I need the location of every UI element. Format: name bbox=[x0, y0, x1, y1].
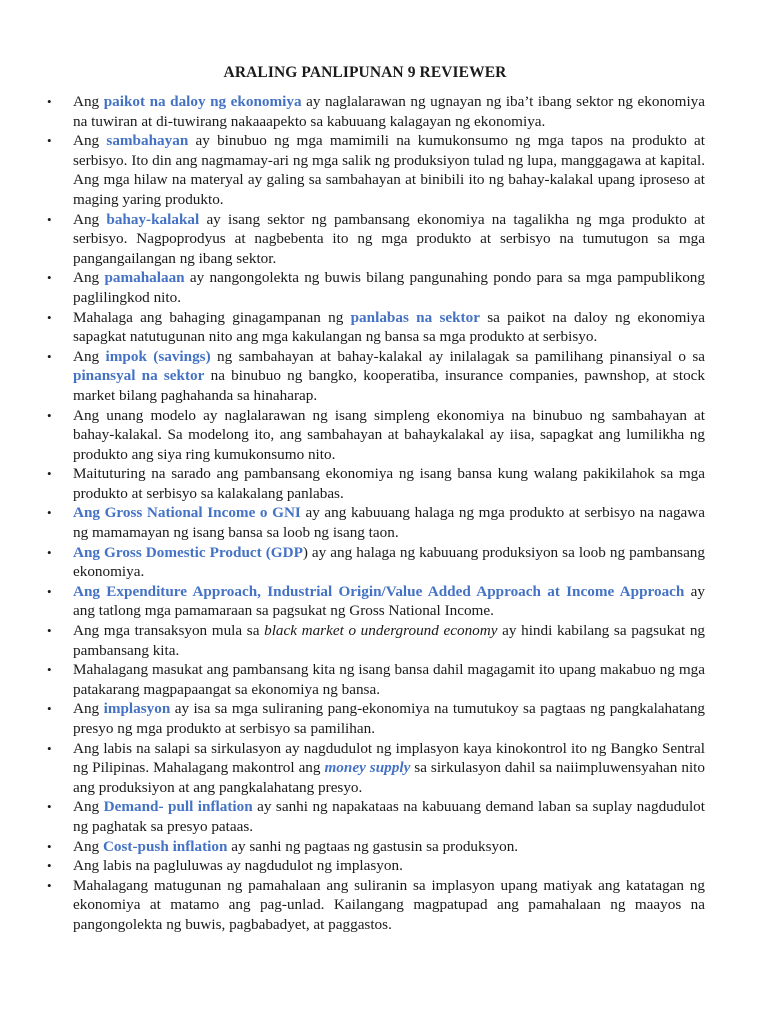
body-text: Ang bbox=[73, 132, 107, 150]
list-item bbox=[47, 131, 706, 209]
body-text: ay ang tatlong mga pamamaraan sa pagsukat ng Gross National Income. bbox=[73, 582, 705, 620]
highlighted-term: panlabas na sektor bbox=[350, 308, 480, 326]
document-title: ARALING PANLIPUNAN 9 REVIEWER bbox=[223, 64, 507, 81]
bullet-icon: • bbox=[47, 133, 52, 149]
list-item bbox=[47, 210, 706, 269]
body-text: ay naglalarawan ng ugnayan ng iba’t ibang sektor ng ekonomiya na tuwiran at di-tuwirang nakaaapekto sa kabuuang kalagayan ng ekonomiya. bbox=[73, 93, 705, 130]
body-text: Ang labis na pagluluwas ay nagdudulot ng implasyon. bbox=[73, 857, 403, 875]
body-text: na binubuo ng bangko, kooperatiba, insurance companies, pawnshop, at stock market bilang paghahanda sa hinaharap. bbox=[73, 367, 705, 404]
list-item bbox=[47, 503, 706, 542]
bullet-icon: • bbox=[47, 407, 52, 423]
highlighted-term: Ang Expenditure Approach, Industrial Origin/Value Added Approach at Income Approach bbox=[73, 582, 685, 600]
bullet-icon: • bbox=[47, 858, 52, 874]
bullet-icon: • bbox=[47, 877, 52, 893]
bullet-icon: • bbox=[47, 583, 52, 599]
highlighted-term: Ang Gross Domestic Product (GDP bbox=[73, 543, 303, 561]
body-text: Ang mga transaksyon mula sa bbox=[73, 622, 265, 640]
highlighted-term: Cost-push inflation bbox=[102, 837, 228, 855]
body-text: ay hindi kabilang sa pagsukat ng pambansang kita. bbox=[73, 622, 706, 659]
body-text: Ang bbox=[73, 347, 106, 365]
highlighted-term: impok (savings) bbox=[105, 347, 211, 365]
list-item bbox=[47, 797, 705, 836]
body-text: Ang bbox=[73, 93, 104, 110]
list-item bbox=[47, 660, 705, 699]
reviewer-bullet-list bbox=[47, 92, 706, 935]
bullet-icon: • bbox=[47, 505, 52, 521]
body-text: Mahalaga ang bahaging ginagampanan ng bbox=[73, 308, 351, 326]
list-item bbox=[47, 406, 705, 465]
list-item bbox=[47, 92, 705, 131]
bullet-icon: • bbox=[47, 270, 52, 286]
body-text: sa paikot na daloy ng ekonomiya sapagkat natutugunan nito ang mga kakulangan ng bansa sa mga produkto at serbisyo. bbox=[73, 308, 705, 346]
list-item bbox=[47, 543, 705, 582]
bullet-icon: • bbox=[47, 740, 52, 756]
highlighted-term: pinansyal na sektor bbox=[73, 367, 205, 385]
bullet-icon: • bbox=[47, 662, 52, 678]
body-text: Mahalagang masukat ang pambansang kita ng isang bansa dahil magagamit ito upang makabuo ng mga patakarang magpapaangat sa ekonomiya ng bansa. bbox=[73, 661, 705, 698]
body-text: ay sanhi ng pagtaas ng gastusin sa produksyon. bbox=[227, 837, 519, 855]
list-item bbox=[47, 464, 705, 503]
bullet-icon: • bbox=[47, 701, 52, 717]
list-item bbox=[47, 582, 705, 621]
body-text: Mahalagang matugunan ng pamahalaan ang suliranin sa implasyon upang matiyak ang katatagan ng ekonomiya at matamo ang pag-unlad. Kailangang magpatupad ang pamahalaan ng maayos na pangongolekta ng buwis, pagbabadyet, at paggastos. bbox=[73, 876, 705, 933]
bullet-icon: • bbox=[47, 309, 52, 325]
bullet-icon: • bbox=[47, 348, 52, 364]
list-item bbox=[47, 621, 706, 660]
highlighted-term: paikot na daloy ng ekonomiya bbox=[103, 93, 302, 110]
body-text: Ang bbox=[73, 837, 103, 855]
body-text: Ang labis na salapi sa sirkulasyon ay nagdudulot ng implasyon kaya kinokontrol ito ng Bangko Sentral ng Pilipinas. Mahalagang makontrol ang bbox=[73, 739, 705, 777]
highlighted-term: bahay-kalakal bbox=[106, 210, 200, 228]
body-text: ay sanhi ng napakataas na kabuuang demand laban sa suplay nagdudulot ng paghatak sa presyo pataas. bbox=[73, 798, 705, 835]
list-item bbox=[47, 347, 706, 406]
body-text: sa sirkulasyon dahil sa naiimpluwensyahan nito ang produksiyon at ang pangkalahatang presyo. bbox=[73, 759, 705, 796]
bullet-icon: • bbox=[47, 94, 52, 109]
body-text: Ang bbox=[73, 700, 104, 718]
highlighted-term: Ang Gross National Income o GNI bbox=[73, 504, 301, 522]
bullet-icon: • bbox=[47, 838, 52, 854]
highlighted-term: pamahalaan bbox=[104, 269, 185, 287]
body-text: ay isa sa mga suliraning pang-ekonomiya na tumutukoy sa pagtaas ng pangkalahatang presyo ng mga produkto at serbisyo sa pamilihan. bbox=[73, 700, 706, 737]
list-item bbox=[47, 699, 706, 738]
body-text: ) ay ang halaga ng kabuuang produksiyon sa loob ng pambansang ekonomiya. bbox=[73, 543, 705, 581]
body-text: ng sambahayan at bahay-kalakal ay inilalagak sa pamilihang pinansiyal o sa bbox=[210, 347, 706, 365]
body-text: ay binubuo ng mga mamimili na kumukonsumo ng mga tapos na produkto at serbisyo. Ito din ang nagmamay-ari ng mga salik ng produksiyon tulad ng lupa, manggagawa at kapital. Ang mga hilaw na materyal ay galing sa sambahayan at binibili ito ng bahay-kalakal upang iproseso at maging yaring produkto. bbox=[73, 132, 706, 208]
bullet-icon: • bbox=[47, 623, 52, 639]
list-item bbox=[47, 876, 705, 935]
list-item bbox=[47, 837, 705, 857]
body-text: Ang bbox=[73, 269, 105, 287]
highlighted-term: implasyon bbox=[103, 700, 171, 718]
highlighted-term: Demand- pull inflation bbox=[103, 798, 253, 816]
bullet-icon: • bbox=[47, 799, 52, 815]
body-text: ay ang kabuuang halaga ng mga produkto at serbisyo na nagawa ng mamamayan ng isang bansa sa loob ng isang taon. bbox=[73, 504, 706, 542]
highlighted-term: money supply bbox=[324, 759, 411, 777]
bullet-icon: • bbox=[47, 211, 52, 227]
highlighted-term: sambahayan bbox=[106, 132, 189, 150]
body-text: Ang bbox=[73, 798, 104, 816]
bullet-icon: • bbox=[47, 466, 52, 482]
list-item bbox=[47, 856, 705, 876]
list-item bbox=[47, 268, 705, 307]
body-text: ay nangongolekta ng buwis bilang pangunahing pondo para sa mga pampublikong paglilingkod nito. bbox=[73, 269, 705, 306]
list-item bbox=[47, 739, 705, 798]
list-item bbox=[47, 308, 705, 347]
bullet-icon: • bbox=[47, 544, 52, 560]
body-text: Ang unang modelo ay naglalarawan ng isang simpleng ekonomiya na binubuo ng sambahayan at bahay-kalakal. Sa modelong ito, ang sambahayan at bahaykalakal ay iisa, sapagkat ang lumilikha ng produkto ang siya ring kumukonsumo nito. bbox=[73, 406, 705, 463]
body-text: Maituturing na sarado ang pambansang ekonomiya ng isang bansa kung walang pakikilahok sa mga produkto at serbisyo sa kalakalang panlabas. bbox=[73, 465, 705, 502]
body-text: Ang bbox=[73, 210, 107, 228]
body-text: ay isang sektor ng pambansang ekonomiya na tagalikha ng mga produkto at serbisyo. Nagpoprodyus at nagbebenta ito ng mga produkto at serbisyo na tumutugon sa mga pangangailangan ng ibang sektor. bbox=[73, 210, 706, 267]
italic-text: black market o underground economy bbox=[264, 622, 498, 640]
